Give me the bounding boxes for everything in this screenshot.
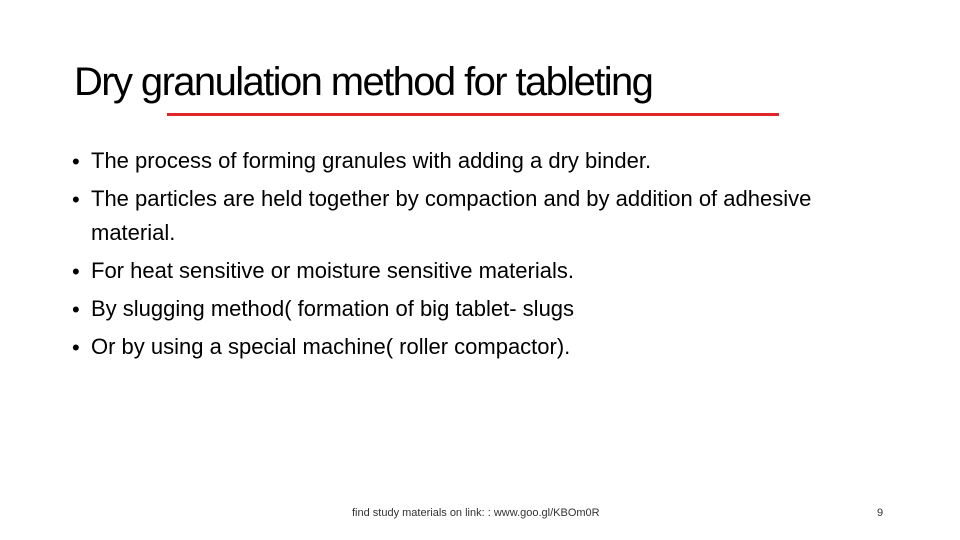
bullet-text: The particles are held together by compaction and by addition of adhesive material.	[91, 186, 812, 245]
bullet-text: By slugging method( formation of big tablet- slugs	[91, 296, 575, 321]
bullet-icon: •	[72, 259, 80, 284]
bullet-text: The process of forming granules with adding a dry binder.	[91, 148, 652, 173]
title-underline	[167, 113, 779, 116]
bullet-item	[72, 254, 872, 288]
bullet-text: Or by using a special machine( roller compactor).	[91, 334, 571, 359]
slide-title: Dry granulation method for tableting	[74, 60, 653, 104]
bullet-icon: •	[72, 335, 80, 360]
bullet-icon: •	[72, 297, 80, 322]
page-number: 9	[876, 507, 884, 519]
bullet-text: For heat sensitive or moisture sensitive materials.	[91, 258, 574, 283]
bullet-icon: •	[72, 187, 80, 212]
bullet-item	[72, 144, 872, 178]
bullet-icon: •	[72, 149, 80, 174]
footer-text: find study materials on link: : www.goo.gl/KBOm0R	[352, 507, 600, 519]
bullet-item	[72, 330, 872, 364]
bullet-item	[72, 292, 872, 326]
bullet-item	[72, 182, 872, 250]
bullet-list	[72, 144, 872, 368]
